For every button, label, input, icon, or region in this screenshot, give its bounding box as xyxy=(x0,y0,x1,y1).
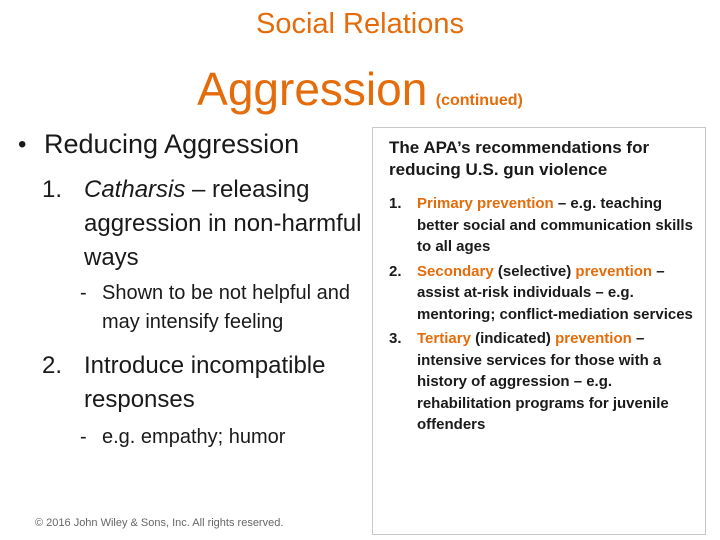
apa-recommendations-panel xyxy=(389,137,699,439)
rec-text xyxy=(417,193,699,258)
subpoint-catharsis xyxy=(80,279,363,337)
item-number: 2. xyxy=(42,352,63,379)
recommendation-item xyxy=(389,328,699,436)
slide-title-row xyxy=(0,62,720,116)
catharsis-term: Catharsis xyxy=(84,176,186,203)
copyright-notice: © 2016 John Wiley & Sons, Inc. All rights reserved. xyxy=(35,517,284,529)
rec-rest: – intensive services for those with a history of aggression – e.g. rehabilitation programs for juvenile offenders xyxy=(417,330,669,433)
recommendation-item xyxy=(389,261,699,326)
item-number: 1. xyxy=(42,176,63,203)
rec-highlight-2: prevention xyxy=(555,330,632,347)
item-text xyxy=(84,173,363,275)
main-bullet xyxy=(18,128,363,161)
dash-marker: - xyxy=(80,426,87,448)
rec-rest: – e.g. teaching better social and communication skills to all ages xyxy=(417,195,693,255)
rec-number: 1. xyxy=(389,195,402,212)
rec-text xyxy=(417,328,699,436)
catharsis-description: – releasing aggression in non-harmful ways xyxy=(84,176,362,271)
dash-marker: - xyxy=(80,282,87,304)
rec-highlight: Primary prevention xyxy=(417,195,554,212)
main-bullet-text: Reducing Aggression xyxy=(44,129,300,159)
recommendation-item xyxy=(389,193,699,258)
slide-subtitle: Social Relations xyxy=(256,8,464,40)
list-item-incompatible xyxy=(42,349,363,417)
left-content xyxy=(18,128,363,452)
rec-mid: (indicated) xyxy=(470,330,556,347)
rec-text xyxy=(417,261,699,326)
rec-mid: (selective) xyxy=(493,262,576,280)
bullet-icon: • xyxy=(18,131,27,158)
title-continued-label: (continued) xyxy=(435,92,523,109)
rec-highlight: Secondary xyxy=(417,262,494,280)
subpoint-text: Shown to be not helpful and may intensify feeling xyxy=(102,282,350,333)
slide-title: Aggression xyxy=(197,63,428,115)
rec-rest: – assist at-risk individuals – e.g. mentoring; conflict-mediation services xyxy=(417,262,693,323)
rec-highlight-2: prevention xyxy=(575,262,653,280)
rec-number: 2. xyxy=(389,262,402,280)
item-text: Introduce incompatible responses xyxy=(84,352,326,413)
rec-number: 3. xyxy=(389,330,402,347)
subpoint-text: e.g. empathy; humor xyxy=(102,426,286,448)
list-item-catharsis xyxy=(42,173,363,275)
apa-heading: The APA’s recommendations for reducing U.S. gun violence xyxy=(389,138,650,179)
rec-highlight: Tertiary xyxy=(417,330,471,347)
subpoint-incompatible xyxy=(80,423,363,452)
